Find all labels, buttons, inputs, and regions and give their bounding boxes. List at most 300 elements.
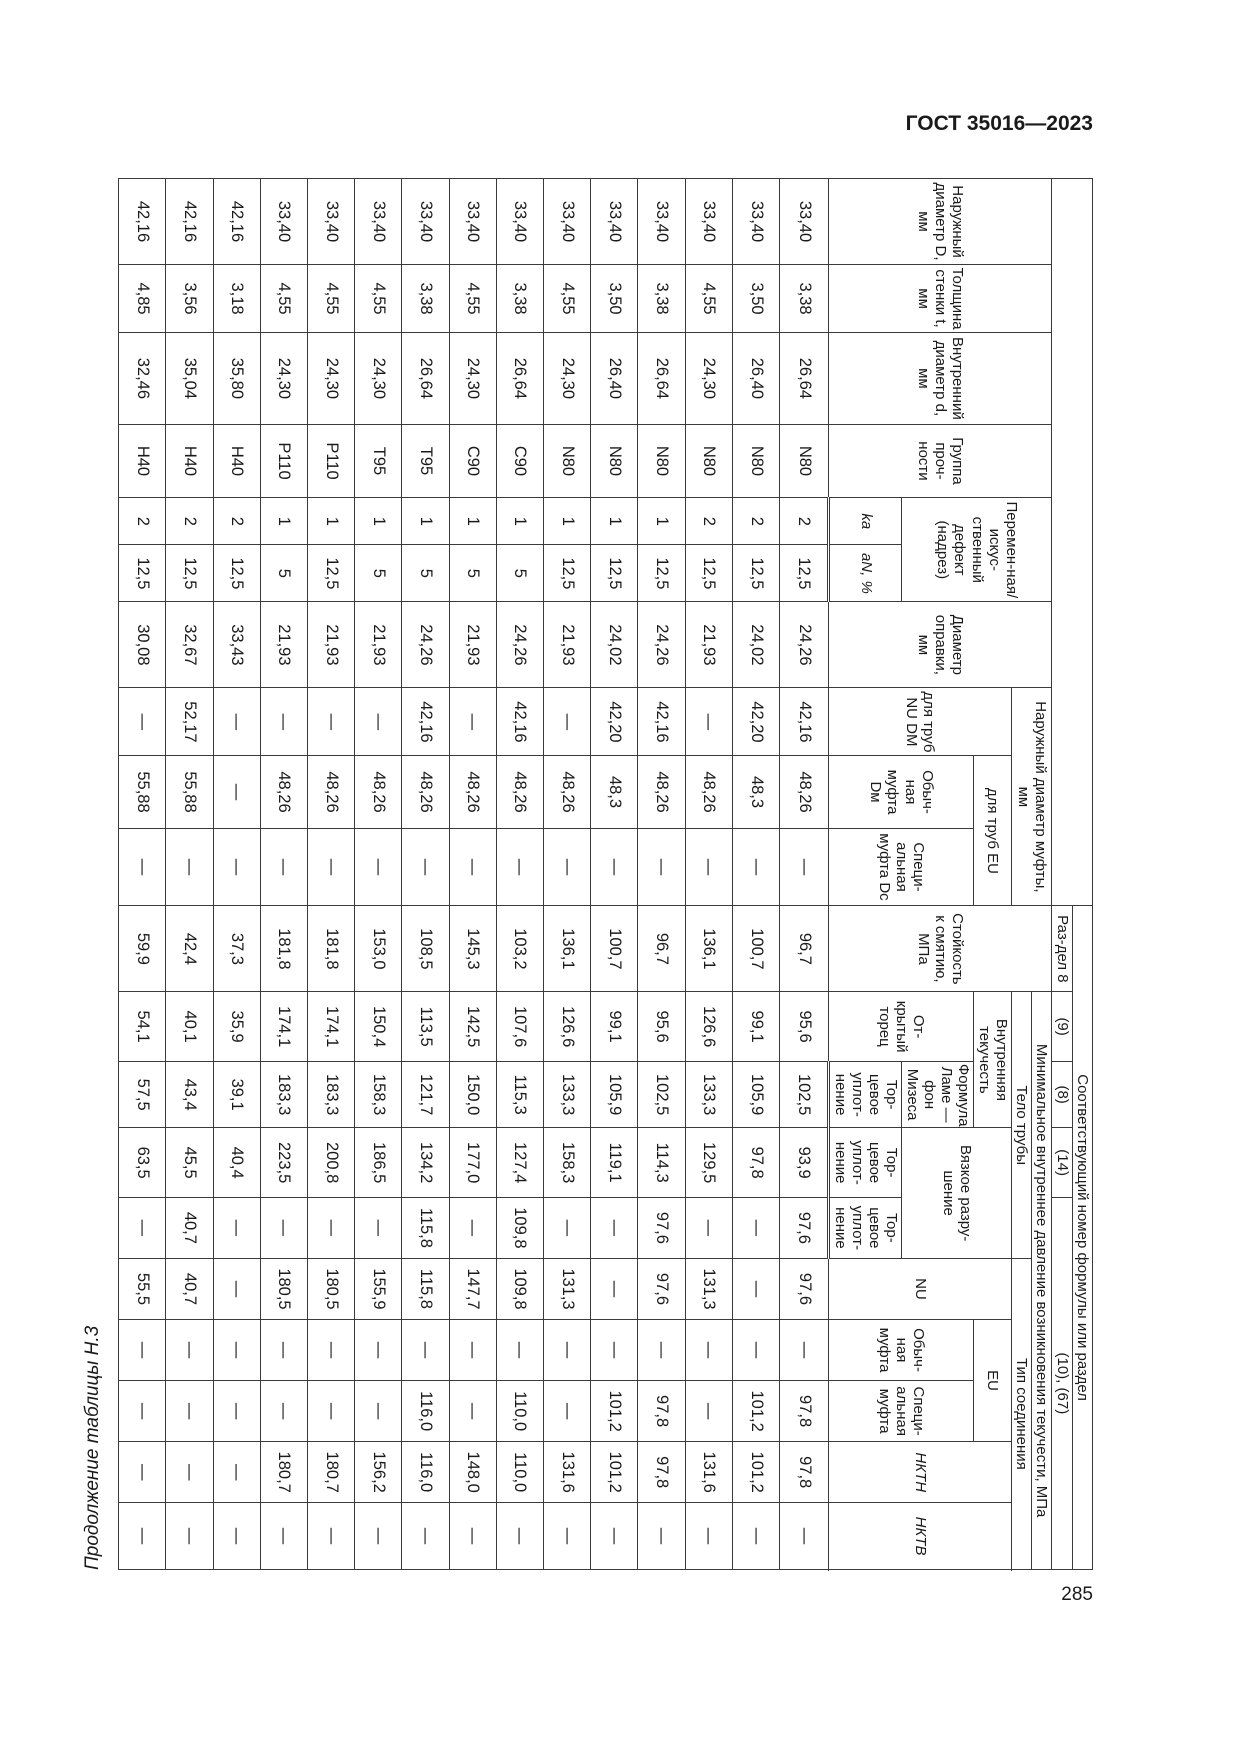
table-cell: —	[402, 1503, 449, 1570]
table-cell: 26,40	[732, 333, 779, 425]
table-cell: —	[638, 1503, 685, 1570]
table-cell: —	[544, 688, 591, 756]
table-cell: 115,8	[402, 1258, 449, 1319]
header-min-pressure: Минимальное внутреннее давление возникновения текучести, МПа	[1032, 992, 1052, 1569]
table-cell: 42,16	[213, 179, 260, 265]
table-cell: 97,6	[638, 1197, 685, 1258]
table-cell: 59,9	[119, 906, 166, 992]
table-cell: H40	[119, 424, 166, 498]
table-cell: 40,7	[166, 1258, 213, 1319]
table-cell: 2	[119, 498, 166, 545]
header-eu: EU	[974, 1320, 1012, 1442]
header-strength-group: Группа проч-ности	[829, 424, 1052, 498]
table-cell: H40	[166, 424, 213, 498]
table-cell: 156,2	[355, 1442, 402, 1503]
table-cell: —	[260, 688, 307, 756]
table-cell: 180,5	[260, 1258, 307, 1319]
table-cell: C90	[449, 424, 496, 498]
table-cell: 63,5	[119, 1128, 166, 1197]
table-row	[449, 179, 496, 1570]
table-cell: 126,6	[685, 992, 732, 1061]
table-cell: H40	[213, 424, 260, 498]
table-cell: —	[685, 828, 732, 906]
header-face-seal-ductile-b: Тор-цевое уплот-нение	[829, 1197, 902, 1258]
table-cell: 24,30	[449, 333, 496, 425]
table-cell: 101,2	[732, 1381, 779, 1442]
table-cell: 24,26	[638, 602, 685, 688]
table-cell: 109,8	[496, 1258, 543, 1319]
header-formula10-67: (10), (67)	[1052, 1197, 1072, 1569]
table-cell: 155,9	[355, 1258, 402, 1319]
table-cell: 33,40	[355, 179, 402, 265]
table-cell: 12,5	[638, 545, 685, 602]
table-cell: 4,55	[307, 265, 354, 333]
table-cell: 55,88	[166, 756, 213, 828]
table-cell: 33,40	[307, 179, 354, 265]
header-for-eu: для труб EU	[974, 756, 1012, 906]
table-cell: 1	[544, 498, 591, 545]
table-cell: 93,9	[780, 1128, 829, 1197]
table-cell: —	[402, 1320, 449, 1381]
table-cell: —	[307, 1381, 354, 1442]
header-face-seal-ductile-a: Тор-цевое уплот-нение	[829, 1128, 902, 1197]
table-cell: —	[591, 1503, 638, 1570]
table-cell: 97,8	[780, 1442, 829, 1503]
table-cell: 114,3	[638, 1128, 685, 1197]
table-cell: 33,40	[496, 179, 543, 265]
table-cell: —	[119, 1197, 166, 1258]
table-cell: 126,6	[544, 992, 591, 1061]
table-cell: 24,26	[402, 602, 449, 688]
table-cell: —	[355, 1381, 402, 1442]
table-cell: 12,5	[591, 545, 638, 602]
table-cell: —	[213, 828, 260, 906]
table-cell: —	[449, 1320, 496, 1381]
table-row	[119, 179, 166, 1570]
table-cell: 101,2	[591, 1381, 638, 1442]
table-cell: 35,9	[213, 992, 260, 1061]
table-cell: 32,67	[166, 602, 213, 688]
table-cell: 5	[496, 545, 543, 602]
table-cell: —	[496, 1503, 543, 1570]
table-cell: 42,16	[638, 688, 685, 756]
table-cell: —	[213, 1503, 260, 1570]
table-cell: 42,4	[166, 906, 213, 992]
header-lame: Формула Ламе — фон Мизеса	[902, 1061, 974, 1128]
header-defect: Перемен-ная/искус-ственный дефект (надрез)	[902, 498, 1052, 602]
table-cell: 3,38	[402, 265, 449, 333]
table-cell: 3,38	[638, 265, 685, 333]
table-cell: 39,1	[213, 1061, 260, 1128]
table-cell: 174,1	[307, 992, 354, 1061]
table-cell: 48,26	[544, 756, 591, 828]
table-cell: 1	[638, 498, 685, 545]
table-cell: 127,4	[496, 1128, 543, 1197]
table-cell: 5	[402, 545, 449, 602]
table-cell: 99,1	[591, 992, 638, 1061]
header-formula14: (14)	[1052, 1128, 1072, 1197]
header-formula-number: Соответствующий номер формулы или раздел	[1072, 906, 1092, 1570]
table-cell: 134,2	[402, 1128, 449, 1197]
table-cell: 129,5	[685, 1128, 732, 1197]
header-face-seal-lame: Тор-цевое уплот-нение	[829, 1061, 902, 1128]
table-cell: —	[119, 688, 166, 756]
table-cell: 2	[780, 498, 829, 545]
table-cell: 107,6	[496, 992, 543, 1061]
table-cell: —	[166, 1503, 213, 1570]
table-cell: 24,30	[260, 333, 307, 425]
table-cell: —	[260, 1197, 307, 1258]
table-cell: 48,26	[685, 756, 732, 828]
table-cell: —	[260, 1320, 307, 1381]
table-cell: —	[119, 1320, 166, 1381]
table-cell: 24,30	[544, 333, 591, 425]
table-cell: 5	[260, 545, 307, 602]
table-cell: 37,3	[213, 906, 260, 992]
table-cell: —	[119, 1381, 166, 1442]
table-cell: —	[213, 1258, 260, 1319]
table-cell: 115,8	[402, 1197, 449, 1258]
table-cell: P110	[307, 424, 354, 498]
table-cell: 1	[496, 498, 543, 545]
table-cell: N80	[591, 424, 638, 498]
table-cell: —	[166, 1320, 213, 1381]
table-cell: 57,5	[119, 1061, 166, 1128]
table-cell: 101,2	[591, 1442, 638, 1503]
table-cell: 186,5	[355, 1128, 402, 1197]
table-cell: —	[591, 828, 638, 906]
table-cell: T95	[402, 424, 449, 498]
table-cell: 24,26	[780, 602, 829, 688]
table-cell: —	[780, 1320, 829, 1381]
table-cell: 26,64	[496, 333, 543, 425]
table-cell: —	[732, 1503, 779, 1570]
table-row	[638, 179, 685, 1570]
table-cell: —	[119, 828, 166, 906]
header-an: aN, %	[829, 545, 902, 602]
table-cell: C90	[496, 424, 543, 498]
table-cell: 33,40	[591, 179, 638, 265]
table-row	[213, 179, 260, 1570]
table-cell: —	[213, 1320, 260, 1381]
table-cell: 200,8	[307, 1128, 354, 1197]
table-cell: 43,4	[166, 1061, 213, 1128]
table-cell: —	[449, 1503, 496, 1570]
table-cell: N80	[544, 424, 591, 498]
table-cell: N80	[732, 424, 779, 498]
table-cell: 4,55	[544, 265, 591, 333]
table-cell: 42,20	[591, 688, 638, 756]
table-cell: —	[355, 1320, 402, 1381]
table-cell: 12,5	[780, 545, 829, 602]
table-cell: —	[213, 1197, 260, 1258]
table-cell: 55,88	[119, 756, 166, 828]
table-cell: 4,55	[260, 265, 307, 333]
table-cell: 1	[591, 498, 638, 545]
header-ka: ka	[829, 498, 902, 545]
table-cell: 3,18	[213, 265, 260, 333]
table-cell: 24,30	[685, 333, 732, 425]
table-cell: —	[496, 1320, 543, 1381]
table-row	[685, 179, 732, 1570]
table-cell: 110,0	[496, 1442, 543, 1503]
table-cell: 174,1	[260, 992, 307, 1061]
table-cell: 4,55	[685, 265, 732, 333]
table-cell: 1	[307, 498, 354, 545]
table-cell: 1	[402, 498, 449, 545]
table-cell: 148,0	[449, 1442, 496, 1503]
table-cell: —	[119, 1442, 166, 1503]
table-cell: 3,38	[780, 265, 829, 333]
table-cell: —	[355, 828, 402, 906]
table-cell: 54,1	[119, 992, 166, 1061]
table-cell: 30,08	[119, 602, 166, 688]
table-cell: 3,50	[732, 265, 779, 333]
table-cell: 95,6	[780, 992, 829, 1061]
table-cell: 24,26	[496, 602, 543, 688]
table-cell: 119,1	[591, 1128, 638, 1197]
table-cell: —	[732, 1258, 779, 1319]
table-cell: 33,43	[213, 602, 260, 688]
table-cell: 52,17	[166, 688, 213, 756]
table-cell: —	[166, 828, 213, 906]
table-row	[166, 179, 213, 1570]
table-cell: 115,3	[496, 1061, 543, 1128]
table-cell: 32,46	[119, 333, 166, 425]
table-cell: 153,0	[355, 906, 402, 992]
table-cell: —	[496, 828, 543, 906]
header-for-nu: для труб NU DM	[829, 688, 1012, 756]
table-cell: 177,0	[449, 1128, 496, 1197]
table-cell: 42,20	[732, 688, 779, 756]
table-cell: —	[307, 688, 354, 756]
table-cell: 21,93	[260, 602, 307, 688]
table-cell: 21,93	[685, 602, 732, 688]
table-cell: —	[355, 1197, 402, 1258]
header-eu-std: Обыч-ная муфта	[829, 1320, 974, 1381]
table-cell: —	[732, 828, 779, 906]
table-cell: 4,55	[355, 265, 402, 333]
table-cell: 108,5	[402, 906, 449, 992]
table-row	[307, 179, 354, 1570]
table-cell: 131,6	[685, 1442, 732, 1503]
table-cell: 105,9	[732, 1061, 779, 1128]
table-cell: —	[544, 828, 591, 906]
table-cell: —	[449, 688, 496, 756]
header-open-end: От-крытый торец	[829, 992, 974, 1061]
table-cell: 48,3	[732, 756, 779, 828]
table-cell: —	[260, 1381, 307, 1442]
table-cell: 3,38	[496, 265, 543, 333]
table-cell: 33,40	[260, 179, 307, 265]
table-cell: —	[591, 1320, 638, 1381]
table-cell: —	[638, 1320, 685, 1381]
table-cell: 35,80	[213, 333, 260, 425]
header-section8: Раз-дел 8	[1052, 906, 1072, 992]
table-cell: 33,40	[544, 179, 591, 265]
table-cell: 48,26	[780, 756, 829, 828]
table-cell: 110,0	[496, 1381, 543, 1442]
table-cell: 2	[166, 498, 213, 545]
header-collapse: Стойкость к смятию, МПа	[829, 906, 1052, 992]
table-cell: 96,7	[780, 906, 829, 992]
table-cell: 97,6	[780, 1197, 829, 1258]
table-cell: 12,5	[119, 545, 166, 602]
table-cell: 48,26	[402, 756, 449, 828]
table-cell: —	[119, 1503, 166, 1570]
table-cell: —	[591, 1197, 638, 1258]
table-cell: 55,5	[119, 1258, 166, 1319]
standard-number: ГОСТ 35016—2023	[905, 112, 1093, 135]
table-cell: —	[355, 1503, 402, 1570]
table-cell: 33,40	[449, 179, 496, 265]
table-cell: —	[307, 828, 354, 906]
table-cell: —	[780, 828, 829, 906]
header-formula9: (9)	[1052, 992, 1072, 1061]
table-cell: 42,16	[780, 688, 829, 756]
table-cell: N80	[638, 424, 685, 498]
table-cell: 102,5	[638, 1061, 685, 1128]
table-cell: —	[638, 828, 685, 906]
table-cell: 131,6	[544, 1442, 591, 1503]
table-cell: 121,7	[402, 1061, 449, 1128]
table-cell: N80	[685, 424, 732, 498]
table-cell: —	[544, 1381, 591, 1442]
table-cell: —	[449, 1197, 496, 1258]
table-cell: —	[213, 756, 260, 828]
table-cell: 183,3	[307, 1061, 354, 1128]
table-cell: 109,8	[496, 1197, 543, 1258]
table-cell: 45,5	[166, 1128, 213, 1197]
table-cell: 150,0	[449, 1061, 496, 1128]
table-cell: P110	[260, 424, 307, 498]
header-eu-special-coupling: Специ-альная муфта Dс	[829, 828, 974, 906]
table-cell: 48,26	[496, 756, 543, 828]
table-cell: 1	[449, 498, 496, 545]
table-row	[260, 179, 307, 1570]
table-cell: 136,1	[544, 906, 591, 992]
table-cell: 12,5	[685, 545, 732, 602]
table-cell: 24,30	[307, 333, 354, 425]
table-cell: 133,3	[685, 1061, 732, 1128]
table-cell: —	[732, 1197, 779, 1258]
table-cell: 33,40	[638, 179, 685, 265]
table-cell: 42,16	[496, 688, 543, 756]
table-row	[402, 179, 449, 1570]
table-cell: 131,3	[544, 1258, 591, 1319]
table-cell: 180,7	[307, 1442, 354, 1503]
table-cell: 97,8	[638, 1381, 685, 1442]
table-cell: —	[685, 1197, 732, 1258]
table-cell: 42,16	[166, 179, 213, 265]
header-nktv: НКТВ	[829, 1503, 1012, 1570]
header-eu-standard-coupling: Обыч-ная муфта Dм	[829, 756, 974, 828]
table-cell: 2	[213, 498, 260, 545]
header-inner-yield: Внутренняя текучесть	[974, 992, 1012, 1128]
table-cell: 33,40	[402, 179, 449, 265]
table-cell: —	[307, 1197, 354, 1258]
header-wall-thickness: Толщина стенки t, мм	[829, 265, 1052, 333]
table-cell: 21,93	[307, 602, 354, 688]
table-cell: 103,2	[496, 906, 543, 992]
table-cell: 145,3	[449, 906, 496, 992]
table-cell: 97,8	[780, 1381, 829, 1442]
header-eu-spec: Специ-альная муфта	[829, 1381, 974, 1442]
table-cell: 4,85	[119, 265, 166, 333]
table-cell: 97,8	[638, 1442, 685, 1503]
table-cell: 42,16	[402, 688, 449, 756]
blank-corner	[1052, 179, 1093, 906]
table-cell: 12,5	[213, 545, 260, 602]
table-cell: T95	[355, 424, 402, 498]
table-cell: 101,2	[732, 1442, 779, 1503]
table-cell: —	[260, 1503, 307, 1570]
table-cell: 158,3	[355, 1061, 402, 1128]
table-cell: 48,3	[591, 756, 638, 828]
table-cell: —	[213, 1381, 260, 1442]
table-cell: —	[544, 1503, 591, 1570]
table-row	[591, 179, 638, 1570]
table-cell: 12,5	[307, 545, 354, 602]
table-cell: 150,4	[355, 992, 402, 1061]
table-cell: 24,30	[355, 333, 402, 425]
table-cell: 26,40	[591, 333, 638, 425]
table-cell: 21,93	[449, 602, 496, 688]
table-cell: 181,8	[307, 906, 354, 992]
table-cell: 35,04	[166, 333, 213, 425]
header-nktn: НКТН	[829, 1442, 1012, 1503]
table-cell: 105,9	[591, 1061, 638, 1128]
table-cell: 4,55	[449, 265, 496, 333]
table-cell: —	[685, 1320, 732, 1381]
table-cell: —	[780, 1503, 829, 1570]
table-cell: —	[685, 1381, 732, 1442]
table-cell: 180,7	[260, 1442, 307, 1503]
table-cell: 3,50	[591, 265, 638, 333]
table-cell: 48,26	[260, 756, 307, 828]
table-cell: 33,40	[780, 179, 829, 265]
table-cell: 21,93	[355, 602, 402, 688]
table-cell: 133,3	[544, 1061, 591, 1128]
table-cell: —	[732, 1320, 779, 1381]
header-pipe-body: Тело трубы	[1012, 992, 1032, 1259]
table-cell: 183,3	[260, 1061, 307, 1128]
header-mandrel-diameter: Диаметр оправки, мм	[829, 602, 1052, 688]
table-row	[355, 179, 402, 1570]
table-cell: 40,7	[166, 1197, 213, 1258]
table-cell: 102,5	[780, 1061, 829, 1128]
table-cell: 97,8	[732, 1128, 779, 1197]
table-cell: 48,26	[355, 756, 402, 828]
data-table	[118, 178, 1093, 1570]
table-cell: —	[260, 828, 307, 906]
table-cell: 21,93	[544, 602, 591, 688]
table-cell: —	[213, 1442, 260, 1503]
table-cell: 40,1	[166, 992, 213, 1061]
table-cell: 24,02	[591, 602, 638, 688]
table-cell: 1	[260, 498, 307, 545]
table-cell: 97,6	[780, 1258, 829, 1319]
table-cell: —	[166, 1381, 213, 1442]
table-cell: 26,64	[402, 333, 449, 425]
header-nu: NU	[829, 1258, 1012, 1319]
table-cell: 136,1	[685, 906, 732, 992]
table-cell: —	[449, 828, 496, 906]
table-row	[544, 179, 591, 1570]
rotated-table-wrapper	[118, 178, 1093, 1570]
table-cell: 40,4	[213, 1128, 260, 1197]
page-number: 285	[1061, 1584, 1093, 1605]
